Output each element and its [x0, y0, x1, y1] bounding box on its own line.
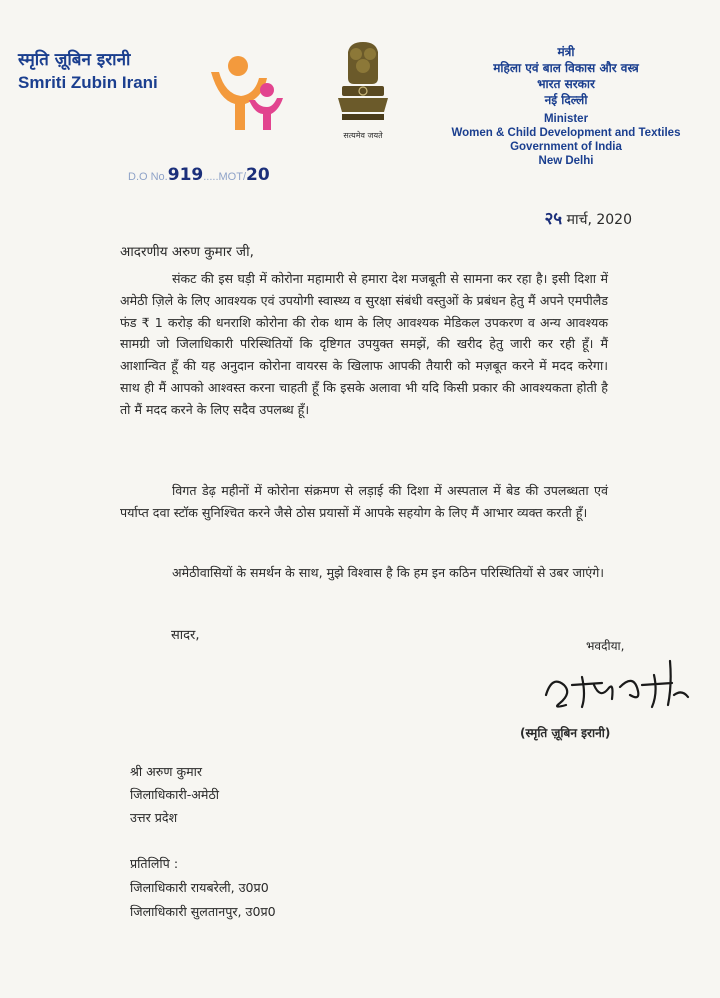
copy-block	[130, 852, 276, 924]
addressee-block	[130, 760, 219, 829]
addressee-name: श्री अरुण कुमार	[130, 764, 203, 779]
body-paragraph-1	[120, 268, 608, 421]
ashoka-emblem-icon	[332, 38, 394, 126]
signature	[542, 655, 692, 715]
office-city-english: New Delhi	[538, 155, 594, 167]
office-ministry-english: Women & Child Development and Textiles	[451, 127, 681, 139]
addressee-state: उत्तर प्रदेश	[130, 810, 178, 825]
letter-date	[544, 206, 632, 229]
office-title-hindi: मंत्री	[557, 45, 575, 59]
body-paragraph-3	[120, 562, 608, 584]
reference-prefix: D.O No.	[128, 171, 168, 183]
copy-item: जिलाधिकारी सुलतानपुर, उ0प्र0	[130, 904, 276, 919]
reference-handwritten-number: 919	[167, 165, 204, 185]
office-govt-hindi: भारत सरकार	[537, 77, 595, 91]
reference-suffix: .....MOT/	[203, 171, 247, 183]
body-paragraph-1-text: संकट की इस घड़ी में कोरोना महामारी से हमारा देश मजबूती से सामना कर रहा है। इसी दिशा में अमेठी ज़िले के लिए आवश्यक एवं उपयोगी स्वास्थ्य व सुरक्षा संबंधी वस्तुओं के प्रबंधन हेतु मैं अपने एमपीलैड फंड ₹ 1 करोड़ की धनराशि कोरोना की रोक थाम के लिए आवश्यक मेडिकल उपकरण व अन्य आवश्यक सामग्री जो जिलाधिकारी परिस्थितियों कि दृष्टिगत उपयुक्त समझें, की खरीद हेतु जारी कर रही हूँ। मैं आशान्वित हूँ की यह अनुदान कोरोना वायरस के खिलाफ आपकी तैयारी को मज़बूत करने में मदद करेगा। साथ ही मैं आपको आश्वस्त करना चाहती हूँ कि इसके अलावा भी यदि किसी प्रकार की आवश्यकता होती है तो मैं मदद करने के लिए सदैव उपलब्ध हूँ।	[120, 271, 608, 417]
date-day: २५	[544, 209, 563, 229]
office-title-english: Minister	[543, 113, 589, 125]
emblem-motto: सत्यमेव जयते	[343, 131, 383, 140]
office-govt-english: Government of India	[510, 141, 622, 153]
salutation: आदरणीय अरुण कुमार जी,	[120, 244, 254, 260]
sender-name-english: Smriti Zubin Irani	[18, 73, 158, 92]
reference-number	[128, 165, 270, 185]
copy-item: जिलाधिकारी रायबरेली, उ0प्र0	[130, 880, 269, 895]
body-paragraph-3-text: अमेठीवासियों के समर्थन के साथ, मुझे विश्वास है कि हम इन कठिन परिस्थितियों से उबर जाएंगे।	[172, 565, 605, 580]
addressee-designation: जिलाधिकारी-अमेठी	[130, 787, 220, 802]
closing: सादर,	[171, 628, 200, 643]
office-block	[436, 44, 696, 168]
date-month-year: मार्च, 2020	[562, 212, 632, 228]
sender-block	[18, 48, 158, 94]
office-city-hindi: नई दिल्ली	[544, 93, 588, 107]
body-paragraph-2-text: विगत डेढ़ महीनों में कोरोना संक्रमण से लड़ाई की दिशा में अस्पताल में बेड की उपलब्धता एवं पर्याप्त दवा स्टॉक सुनिश्चित करने जैसे ठोस प्रयासों में आपके सहयोग के लिए मैं आभार व्यक्त करती हूँ।	[120, 483, 608, 520]
reference-year: 20	[246, 165, 270, 185]
body-paragraph-2	[120, 480, 608, 524]
state-emblem	[330, 38, 396, 138]
copy-label: प्रतिलिपि :	[130, 856, 179, 871]
sender-name-hindi: स्मृति ज़ूबिन इरानी	[18, 50, 131, 70]
signatory-printed-name: (स्मृति ज़ूबिन इरानी)	[520, 726, 611, 740]
yours-faithfully: भवदीया,	[586, 639, 625, 653]
office-ministry-hindi: महिला एवं बाल विकास और वस्त्र	[493, 61, 639, 75]
wcd-logo-icon	[205, 52, 285, 132]
